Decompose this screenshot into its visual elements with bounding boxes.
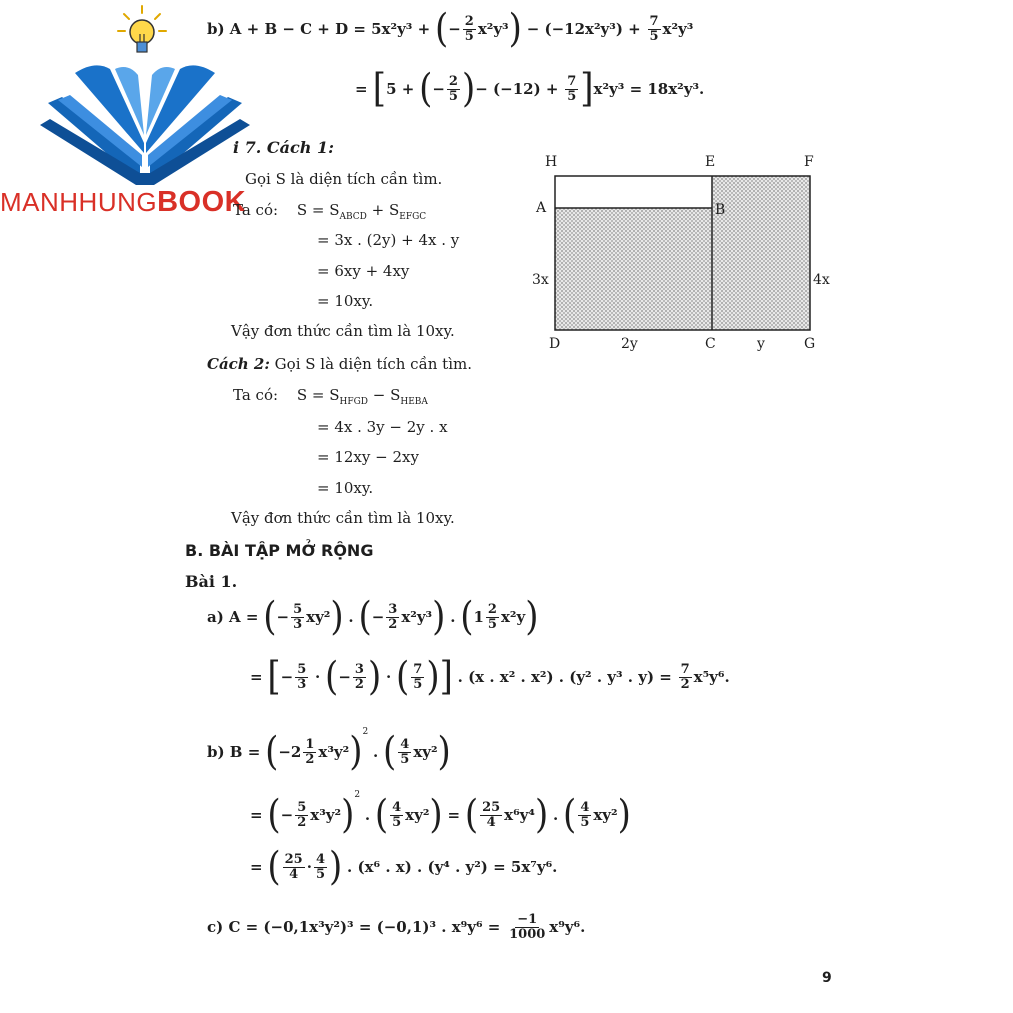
label-F: F bbox=[804, 154, 814, 170]
label-C: C bbox=[705, 336, 716, 352]
figure-diagram bbox=[525, 150, 845, 360]
bai7-heading: i 7. Cách 1: bbox=[233, 138, 335, 157]
region-abcd bbox=[555, 208, 712, 330]
label-left-dim: 3x bbox=[532, 272, 549, 288]
label-bottom-left: 2y bbox=[621, 336, 638, 352]
label-E: E bbox=[705, 154, 716, 170]
label-H: H bbox=[545, 154, 558, 170]
bai7-c2-step3: = 10xy. bbox=[317, 479, 374, 497]
label-G: G bbox=[804, 336, 816, 352]
label-A: A bbox=[536, 200, 547, 216]
c-line1: c) C = (−0,1x³y²)³ = (−0,1)³ . x⁹y⁶ = $\frac{-1}{1000}$ x⁹y⁶. bbox=[207, 912, 586, 942]
bai7-c2-step2: = 12xy − 2xy bbox=[317, 448, 419, 466]
rectangle-figure bbox=[525, 150, 845, 360]
b-line2: = (− $\frac{5}{2}$ x³y²)$^2$ . ( $\frac{4}{5}$ xy²) = ( $\frac{25}{4}$ x⁶y⁴) . ( $\frac{4}{5}$ xy²) bbox=[250, 790, 631, 838]
label-right-dim: 4x bbox=[813, 272, 830, 288]
label-bottom-right: y bbox=[757, 336, 765, 352]
bai7-c2-step1: = 4x . 3y − 2y . x bbox=[317, 418, 448, 436]
prev-b-line2: = [5 + (− $\frac{2}{5}$ )− (−12) + $\frac{7}{5}$ ]x²y³ = 18x²y³. bbox=[355, 66, 705, 112]
page-number: 9 bbox=[822, 970, 832, 986]
prev-b-line1: b) A + B − C + D = 5x²y³ + (− $\frac{2}{5}$ x²y³) − (−12x²y³) + $\frac{7}{5}$ x²y³ bbox=[207, 6, 694, 53]
bai7-c1-step2: = 6xy + 4xy bbox=[317, 262, 410, 280]
bai7-c1-conclusion: Vậy đơn thức cần tìm là 10xy. bbox=[231, 322, 455, 340]
logo-text-book: BOOK bbox=[157, 186, 247, 218]
section-title: B. BÀI TẬP MỞ RỘNG bbox=[185, 541, 374, 560]
bai7-c2-conclusion: Vậy đơn thức cần tìm là 10xy. bbox=[231, 509, 455, 527]
a-line1: a) A = (− $\frac{5}{3}$ xy²) . (− $\frac{3}{2}$ x²y³) . (1 $\frac{2}{5}$ x²y) bbox=[207, 594, 539, 640]
b-line1: b) B = (−2 $\frac{1}{2}$ x³y²)$^2$ . ( $\frac{4}{5}$ xy²) bbox=[207, 727, 451, 775]
region-efgc bbox=[712, 176, 810, 330]
bai1-heading: Bài 1. bbox=[185, 572, 238, 591]
bai7-c1-step3: = 10xy. bbox=[317, 292, 374, 310]
bai7-c1-line2: Ta có: $S = S_{ABCD} + S_{EFGC}$ bbox=[233, 201, 427, 222]
a-line2: = [− $\frac{5}{3}$ · (− $\frac{3}{2}$ ) · ( $\frac{7}{5}$ )] . (x . x² . x²) . (y² . y³ . y) = $\frac{7}{2}$ x⁵y⁶. bbox=[250, 654, 730, 700]
bai7-c1-step1: = 3x . (2y) + 4x . y bbox=[317, 231, 460, 249]
bai7-c2-line2: Ta có: $S = S_{HFGD} - S_{HEBA}$ bbox=[233, 386, 428, 407]
label-B: B bbox=[715, 202, 726, 218]
logo-text-manhhung: MANHHUNG bbox=[0, 187, 158, 217]
logo-wordmark bbox=[0, 186, 246, 219]
label-D: D bbox=[549, 336, 561, 352]
bai7-c2-line1: Cách 2: Gọi S là diện tích cần tìm. bbox=[207, 355, 473, 373]
open-book-icon bbox=[40, 55, 250, 185]
bai7-c1-line1: Gọi S là diện tích cần tìm. bbox=[245, 170, 443, 188]
b-line3: = ( $\frac{25}{4}$ · $\frac{4}{5}$ ) . (x⁶ . x) . (y⁴ . y²) = 5x⁷y⁶. bbox=[250, 844, 558, 890]
